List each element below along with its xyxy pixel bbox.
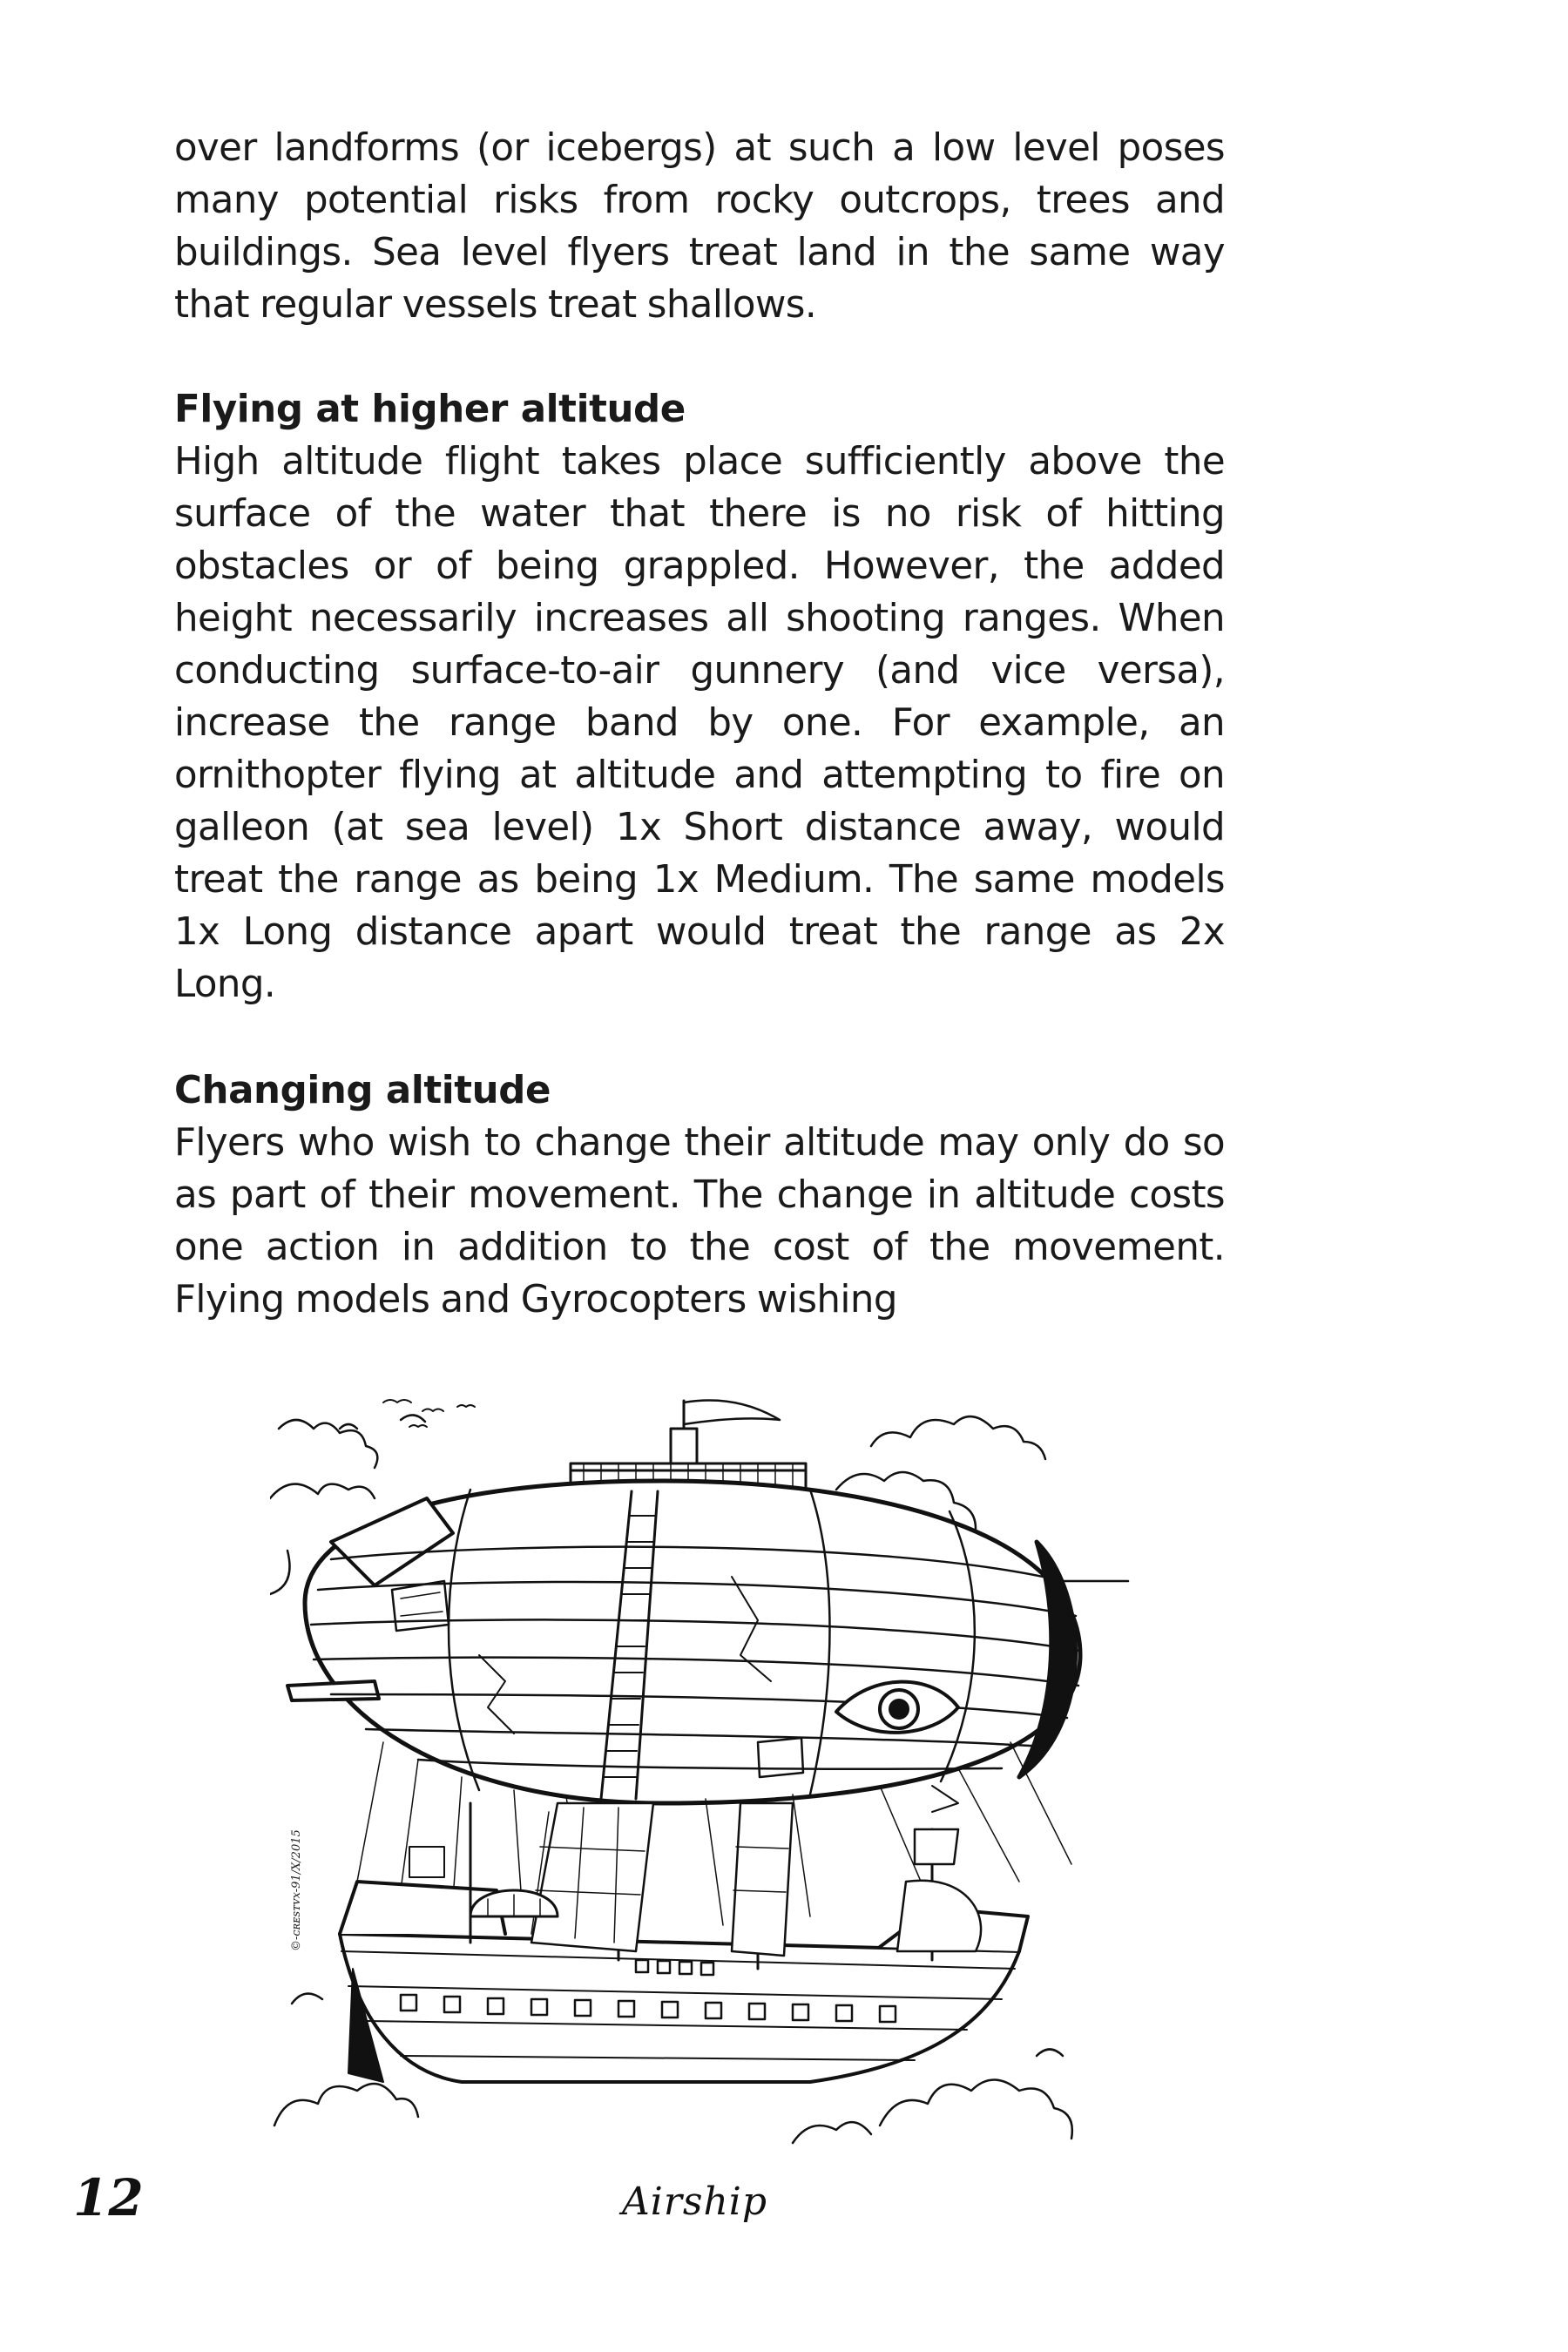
section-heading-higher-altitude: Flying at higher altitude	[174, 388, 686, 431]
intro-paragraph: over landforms (or icebergs) at such a low level poses many potential risks from rocky outcrops, trees and buildings. Sea level flyers treat land in the same way that regular vessels treat shallows.	[174, 126, 1225, 327]
birds	[383, 1400, 475, 1427]
section-heading-changing-altitude: Changing altitude	[174, 1069, 551, 1112]
page-number: 12	[73, 2168, 144, 2227]
illustration-caption: Airship	[622, 2180, 768, 2224]
section-paragraph-changing-altitude: Flyers who wish to change their altitude may only do so as part of their movement. The change in altitude costs one action in addition to the cost of the movement. Flying models and Gyrocopters wishing	[174, 1121, 1225, 1321]
airship-illustration	[270, 1394, 1132, 2169]
artist-signature: ©-ᴄʀᴇsᴛᴠx-91/X/2015	[290, 1829, 303, 1951]
airship-envelope	[287, 1481, 1080, 1803]
section-paragraph-higher-altitude: High altitude flight takes place sufficiently above the surface of the water that there is no risk of hitting obstacles or of being grappled. However, the added height necessarily increases all shooting ranges. When conducting surface-to-air gunnery (and vice versa), increase the range band by one. For example, an ornithopter flying at altitude and attempting to fire on galleon (at sea level) 1x Short distance away, would treat the range as being 1x Medium. The same models 1x Long distance apart would treat the range as 2x Long.	[174, 440, 1225, 1006]
